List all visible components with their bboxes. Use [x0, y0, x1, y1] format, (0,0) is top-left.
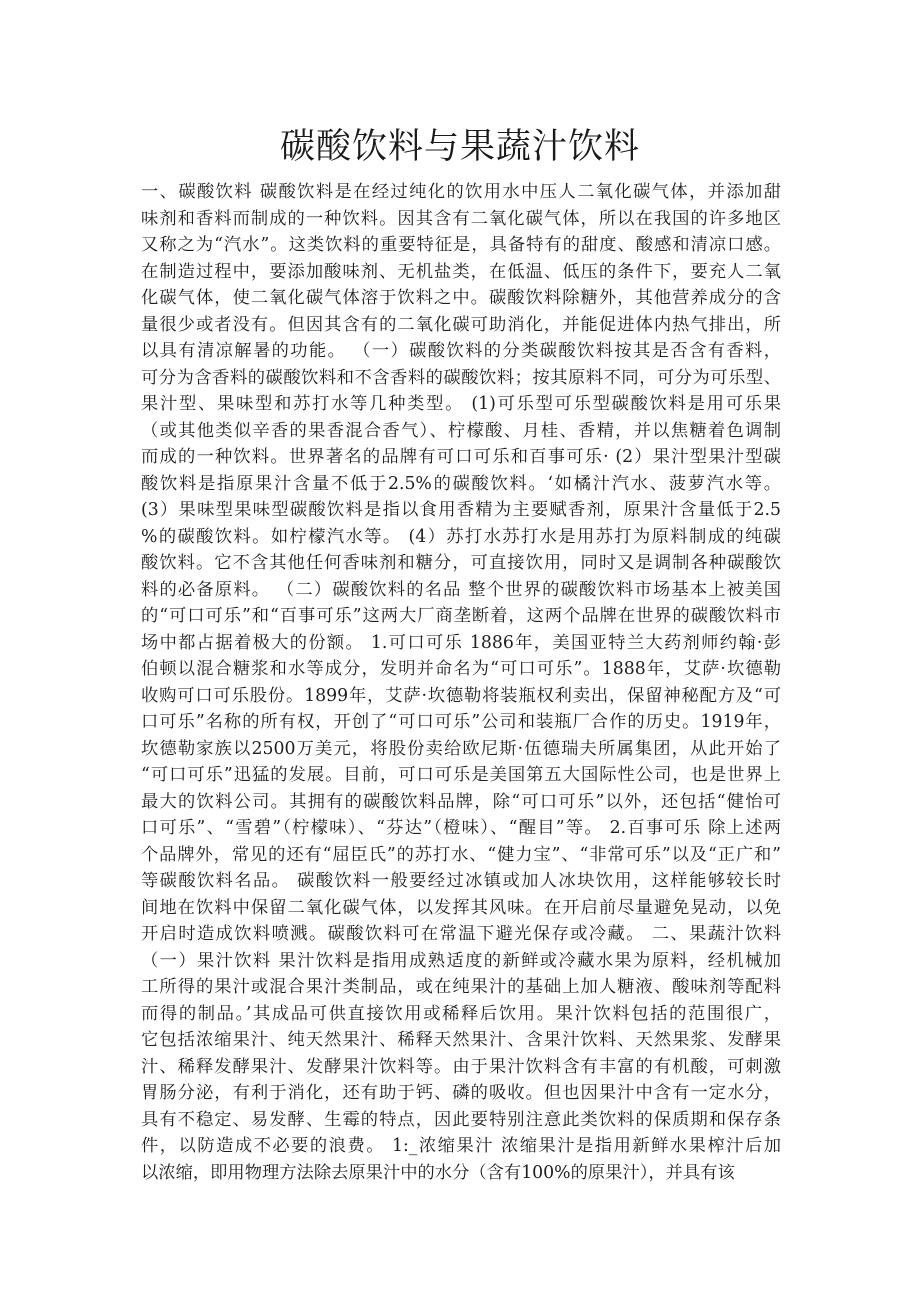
body-text-line: 酸饮料是指原果汁含量不低于2.5%的碳酸饮料。‘如橘汁汽水、菠萝汽水等。	[141, 473, 781, 494]
body-text-line: 伯顿以混合糖浆和水等成分，发明并命名为“可口可乐”。1888年，艾萨·坎德勒	[141, 659, 781, 679]
body-text-line: 开启时造成饮料喷溅。碳酸饮料可在常温下避光保存或冷藏。 二、果蔬汁饮料	[141, 924, 781, 944]
body-text-line: 一、碳酸饮料 碳酸饮料是在经过纯化的饮用水中压人二氧化碳气体，并添加甜	[141, 182, 781, 202]
body-text-line: 收购可口可乐股份。1899年，艾萨·坎德勒将装瓶权利卖出，保留神秘配方及“可	[141, 685, 781, 706]
body-text-line: 而得的制品。’其成品可供直接饮用或稀释后饮用。果汁饮料包括的范围很广，	[141, 1003, 781, 1024]
body-text-line: 以具有清凉解暑的功能。 （一）碳酸饮料的分类碳酸饮料按其是否含有香料，	[141, 341, 781, 361]
body-text-line: 味剂和香料而制成的一种饮料。因其含有二氧化碳气体，所以在我国的许多地区	[141, 208, 781, 229]
body-text-line: 料的必备原料。 （二）碳酸饮料的名品 整个世界的碳酸饮料市场基本上被美国	[141, 579, 781, 600]
body-text-line: 又称之为“汽水”。这类饮料的重要特征是，具备特有的甜度、酸感和清凉口感。	[141, 235, 781, 255]
document-title: 碳酸饮料与果蔬汁饮料	[279, 127, 640, 167]
body-text-line: （或其他类似辛香的果香混合香气）、柠檬酸、月桂、香精，并以焦糖着色调制	[141, 420, 781, 441]
body-text-line: (3）果味型果味型碳酸饮料是指以食用香精为主要赋香剂，原果汁含量低于2.5	[141, 500, 781, 520]
body-text-line: 坎德勒家族以2500万美元，将股份卖给欧尼斯·伍德瑞夫所属集团，从此开始了	[141, 738, 781, 759]
body-text-line: 果汁型、果味型和苏打水等几种类型。 (1)可乐型可乐型碳酸饮料是用可乐果	[141, 394, 781, 414]
body-text-line: 以浓缩，即用物理方法除去原果汁中的水分（含有100%的原果汁），并具有该	[141, 1162, 735, 1183]
body-text-line: （一）果汁饮料 果汁饮料是指用成熟适度的新鲜或冷藏水果为原料，经机械加	[141, 950, 781, 971]
body-text-line: 胃肠分泌，有利于消化，还有助于钙、磷的吸收。但也因果汁中含有一定水分，	[141, 1083, 781, 1103]
body-text-line: 汁、稀释发酵果汁、发酵果汁饮料等。由于果汁饮料含有丰富的有机酸，可刺激	[141, 1056, 781, 1077]
body-text-line: 酸饮料。它不含其他任何香味剂和糖分，可直接饮用，同时又是调制各种碳酸饮	[141, 553, 781, 573]
body-text-line: %的碳酸饮料。如柠檬汽水等。 (4）苏打水苏打水是用苏打为原料制成的纯碳	[141, 526, 781, 547]
body-text-line: 工所得的果汁或混合果汁类制品，或在纯果汁的基础上加人糖液、酸味剂等配料	[141, 977, 781, 997]
body-text-line: 间地在饮料中保留二氧化碳气体，以发挥其风味。在开启前尽量避免晃动，以免	[141, 897, 781, 918]
body-text-line: 在制造过程中，要添加酸味剂、无机盐类，在低温、低压的条件下，要充人二氧	[141, 261, 781, 282]
body-text-line: 口可乐”名称的所有权，开创了“可口可乐”公司和装瓶厂合作的历史。1919年，	[141, 712, 781, 732]
body-text-line: 量很少或者没有。但因其含有的二氧化碳可助消化，并能促进体内热气排出，所	[141, 314, 781, 335]
body-text-line: 等碳酸饮料名品。 碳酸饮料一般要经过冰镇或加人冰块饮用，这样能够较长时	[141, 871, 781, 891]
body-text-line: 的“可口可乐”和“百事可乐”这两大厂商垄断着，这两个品牌在世界的碳酸饮料市	[141, 606, 781, 626]
body-text-line: 而成的一种饮料。世界著名的品牌有可口可乐和百事可乐· (2）果汁型果汁型碳	[141, 447, 781, 467]
body-text-line: 个品牌外，常见的还有“屈臣氏”的苏打水、“健力宝”、“非常可乐”以及“正广和”	[141, 844, 781, 865]
body-text-line: 具有不稳定、易发酵、生霉的特点，因此要特别注意此类饮料的保质期和保存条	[141, 1109, 781, 1130]
body-text-line: 可分为含香料的碳酸饮料和不含香料的碳酸饮料；按其原料不同，可分为可乐型、	[141, 367, 781, 388]
body-text-line: 件，以防造成不必要的浪费。 1:_浓缩果汁 浓缩果汁是指用新鲜水果榨汁后加	[141, 1136, 781, 1156]
document-body	[141, 179, 781, 1186]
body-text-line: “可口可乐”迅猛的发展。目前，可口可乐是美国第五大国际性公司，也是世界上	[141, 765, 781, 785]
body-text-line: 场中都占据着极大的份额。 1.可口可乐 1886年，美国亚特兰大药剂师约翰·彭	[141, 632, 781, 653]
body-text-line: 口可乐”、“雪碧”（柠檬味）、“芬达”（橙味）、“醒目”等。 2.百事可乐 除上述两	[141, 818, 781, 838]
body-text-line: 最大的饮料公司。其拥有的碳酸饮料品牌，除“可口可乐”以外，还包括“健怡可	[141, 791, 781, 812]
body-text-line: 化碳气体，使二氧化碳气体溶于饮料之中。碳酸饮料除糖外，其他营养成分的含	[141, 288, 781, 308]
body-text-line: 它包括浓缩果汁、纯天然果汁、稀释天然果汁、含果汁饮料、天然果浆、发酵果	[141, 1030, 781, 1050]
